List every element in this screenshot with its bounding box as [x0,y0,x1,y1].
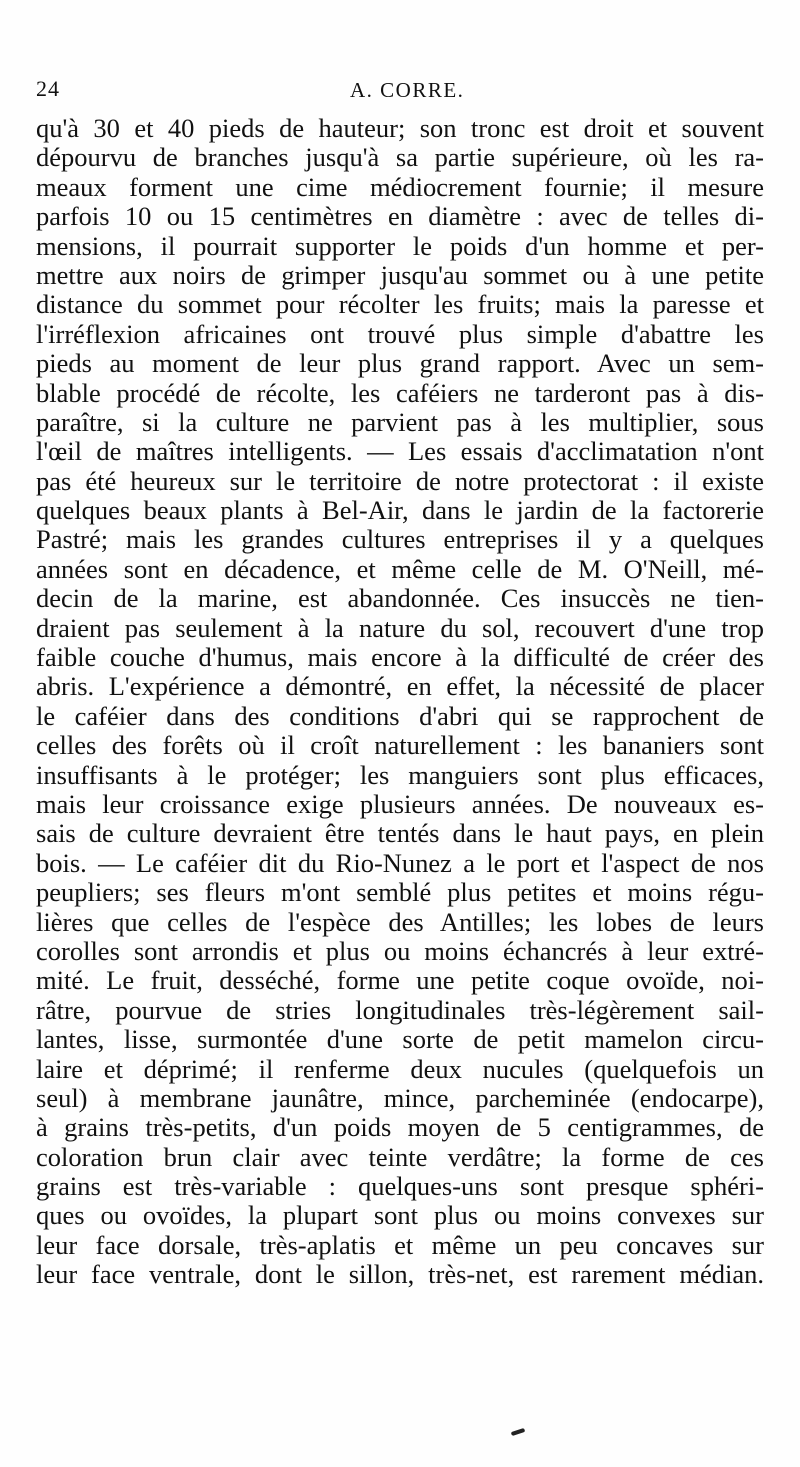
text-line: pieds au moment de leur plus grand rapport. Avec un sem- [36,349,764,379]
text-line: mettre aux noirs de grimper jusqu'au sommet ou à une petite [36,260,764,290]
text-line: corolles sont arrondis et plus ou moins échancrés à leur extré- [36,936,764,966]
running-head [28,76,780,110]
text-line: seul) à membrane jaunâtre, mince, parcheminée (endocarpe), [36,1083,764,1113]
text-line: mité. Le fruit, desséché, forme une petite coque ovoïde, noi- [36,966,764,996]
text-line: lières que celles de l'espèce des Antilles; les lobes de leurs [36,907,764,937]
text-line: draient pas seulement à la nature du sol, recouvert d'une trop [36,613,764,643]
text-line: mensions, il pourrait supporter le poids d'un homme et per- [36,231,764,261]
text-line: laire et déprimé; il renferme deux nucules (quelquefois un [36,1054,764,1084]
text-line: mais leur croissance exige plusieurs années. De nouveaux es- [36,789,764,819]
text-line: coloration brun clair avec teinte verdâtre; la forme de ces [36,1142,764,1172]
text-line: faible couche d'humus, mais encore à la difficulté de créer des [36,643,764,673]
text-line: années sont en décadence, et même celle de M. O'Neill, mé- [36,554,764,584]
text-line: Pastré; mais les grandes cultures entreprises il y a quelques [36,525,764,555]
running-title: A. CORRE. [350,78,465,102]
text-line: paraître, si la culture ne parvient pas à les multiplier, sous [36,407,764,437]
text-line: qu'à 30 et 40 pieds de hauteur; son tronc est droit et souvent [36,114,764,143]
page-number: 24 [36,76,60,101]
text-line: decin de la marine, est abandonnée. Ces insuccès ne tien- [36,584,764,614]
text-line: leur face dorsale, très-aplatis et même un peu concaves sur [36,1230,764,1260]
text-line: lantes, lisse, surmontée d'une sorte de petit mamelon circu- [36,1025,764,1055]
text-line: pas été heureux sur le territoire de notre protectorat : il existe [36,466,764,496]
text-line: ques ou ovoïdes, la plupart sont plus ou moins convexes sur [36,1201,764,1231]
text-line: à grains très-petits, d'un poids moyen de 5 centigrammes, de [36,1113,764,1143]
text-line: l'œil de maîtres intelligents. — Les essais d'acclimatation n'ont [36,437,764,467]
text-line: celles des forêts où il croît naturellement : les bananiers sont [36,731,764,761]
text-line: meaux forment une cime médiocrement fournie; il mesure [36,172,764,202]
text-line: insuffisants à le protéger; les manguiers sont plus efficaces, [36,760,764,790]
body-text [36,114,764,1290]
text-line: bois. — Le caféier dit du Rio-Nunez a le port et l'aspect de nos [36,848,764,878]
text-line: abris. L'expérience a démontré, en effet, la nécessité de placer [36,672,764,702]
text-line: râtre, pourvue de stries longitudinales très-légèrement sail- [36,995,764,1025]
text-line: grains est très-variable : quelques-uns sont presque sphéri- [36,1172,764,1202]
text-line: blable procédé de récolte, les caféiers ne tarderont pas à dis- [36,378,764,408]
text-line: leur face ventrale, dont le sillon, très-net, est rarement médian. [36,1260,764,1290]
text-line: distance du sommet pour récolter les fruits; mais la paresse et [36,290,764,320]
text-line: le caféier dans des conditions d'abri qui se rapprochent de [36,701,764,731]
ink-mark [511,1428,526,1436]
text-line: parfois 10 ou 15 centimètres en diamètre : avec de telles di- [36,202,764,232]
text-line: peupliers; ses fleurs m'ont semblé plus petites et moins régu- [36,878,764,908]
text-line: dépourvu de branches jusqu'à sa partie supérieure, où les ra- [36,143,764,173]
text-line: sais de culture devraient être tentés dans le haut pays, en plein [36,819,764,849]
text-line: l'irréflexion africaines ont trouvé plus simple d'abattre les [36,319,764,349]
text-line: quelques beaux plants à Bel-Air, dans le jardin de la factorerie [36,496,764,526]
